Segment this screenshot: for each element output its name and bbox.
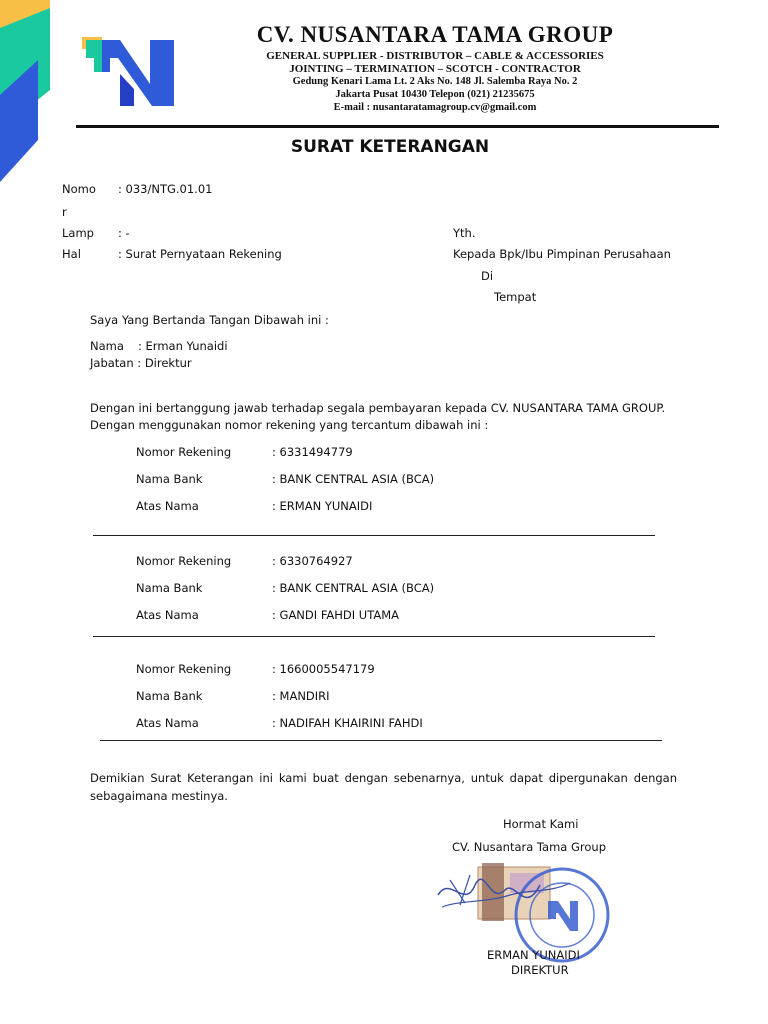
hal-value: : Surat Pernyataan Rekening (118, 247, 282, 261)
nomor-label: Nomo (62, 182, 96, 196)
hal-label: Hal (62, 247, 81, 261)
account-divider (100, 740, 662, 741)
account-2-number: : 6330764927 (272, 554, 353, 568)
jabatan-text: Jabatan : Direktur (90, 356, 192, 370)
signature-company: CV. Nusantara Tama Group (452, 840, 607, 854)
account-intro: Dengan menggunakan nomor rekening yang tercantum dibawah ini : (90, 418, 489, 432)
account-1-number-label: Nomor Rekening (136, 445, 232, 459)
account-2-holder: : GANDI FAHDI UTAMA (272, 608, 399, 622)
company-logo (80, 34, 180, 109)
recipient-di: Di (481, 269, 494, 283)
account-divider (93, 535, 655, 536)
document-title: SURAT KETERANGAN (290, 137, 490, 157)
account-divider (93, 636, 655, 637)
signatory-role: DIREKTUR (511, 963, 569, 977)
nomor-value: : 033/NTG.01.01 (118, 182, 213, 196)
nama-label: Nama (90, 339, 124, 353)
account-2-number-label: Nomor Rekening (136, 554, 232, 568)
account-3-holder: : NADIFAH KHAIRINI FAHDI (272, 716, 423, 730)
corner-decoration (0, 0, 52, 185)
letterhead-divider (76, 125, 719, 128)
intro-text: Saya Yang Bertanda Tangan Dibawah ini : (90, 313, 329, 327)
company-name: CV. NUSANTARA TAMA GROUP (256, 22, 614, 47)
account-3-number-label: Nomor Rekening (136, 662, 232, 676)
account-1-holder-label: Atas Nama (136, 499, 199, 513)
account-2-bank: : BANK CENTRAL ASIA (BCA) (272, 581, 435, 595)
signatory-name: ERMAN YUNAIDI (487, 948, 580, 962)
closing-paragraph: Demikian Surat Keterangan ini kami buat dengan sebenarnya, untuk dapat dipergunakan dengan sebagaimana mestinya. (90, 771, 677, 803)
recipient-yth: Yth. (453, 226, 476, 240)
account-1-bank-label: Nama Bank (136, 472, 203, 486)
account-3-number: : 1660005547179 (272, 662, 375, 676)
lamp-value: : - (118, 226, 130, 240)
lamp-label: Lamp (62, 226, 94, 240)
letterhead-email: E-mail : nusantaratamagroup.cv@gmail.com (333, 102, 537, 113)
account-1-bank: : BANK CENTRAL ASIA (BCA) (272, 472, 435, 486)
letterhead-phone: Jakarta Pusat 10430 Telepon (021) 21235675 (335, 89, 535, 100)
letterhead-line-2: JOINTING – TERMINATION – SCOTCH - CONTRACTOR (289, 63, 581, 75)
account-1-number: : 6331494779 (272, 445, 353, 459)
account-2-bank-label: Nama Bank (136, 581, 203, 595)
letterhead-line-1: GENERAL SUPPLIER - DISTRIBUTOR – CABLE & ACCESSORIES (266, 50, 604, 62)
account-2-holder-label: Atas Nama (136, 608, 199, 622)
nomor-label-wrap: r (62, 205, 67, 219)
account-3-bank-label: Nama Bank (136, 689, 203, 703)
regards-text: Hormat Kami (503, 817, 579, 831)
recipient-tempat: Tempat (494, 290, 537, 304)
account-3-holder-label: Atas Nama (136, 716, 199, 730)
letterhead-address: Gedung Kenari Lama Lt. 2 Aks No. 148 Jl. Salemba Raya No. 2 (292, 76, 578, 87)
responsibility-paragraph: Dengan ini bertanggung jawab terhadap segala pembayaran kepada CV. NUSANTARA TAMA GROUP. (90, 401, 666, 415)
nama-value: : Erman Yunaidi (138, 339, 228, 353)
account-3-bank: : MANDIRI (272, 689, 330, 703)
account-1-holder: : ERMAN YUNAIDI (272, 499, 373, 513)
recipient-to: Kepada Bpk/Ibu Pimpinan Perusahaan (453, 247, 671, 261)
